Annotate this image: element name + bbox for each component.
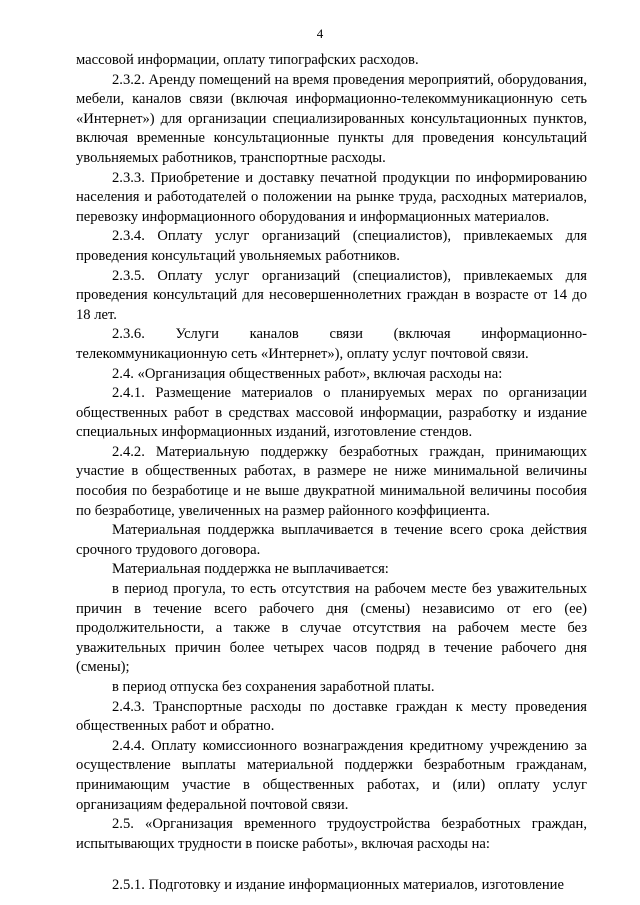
paragraph-support-paid: Материальная поддержка выплачивается в течение всего срока действия срочного трудового договора. (76, 522, 587, 558)
page-number: 4 (316, 26, 324, 41)
paragraph-2-5-1: 2.5.1. Подготовку и издание информационных материалов, изготовление (112, 877, 564, 894)
paragraph-absence: в период прогула, то есть отсутствия на рабочем месте без уважительных причин в течение всего рабочего дня (смены) независимо от его (ее) продолжительности, а также в случае отсутствия на рабочем месте без уважительных причин более четырех часов подряд в течение рабочего дня (смены); (76, 581, 587, 676)
paragraph-2-4-2: 2.4.2. Материальную поддержку безработных граждан, принимающих участие в общественных работах, в размере не ниже минимальной величины пособия по безработице и не выше двукратной минимальной величины пособия по безработице, увеличенных на размер районного коэффициента. (76, 443, 587, 519)
paragraph-2-5: 2.5. «Организация временного трудоустройства безработных граждан, испытывающих трудности в поиске работы», включая расходы на: (76, 816, 587, 852)
paragraph-2-4-4: 2.4.4. Оплату комиссионного вознаграждения кредитному учреждению за осуществление выплаты материальной поддержки безработным гражданам, принимающим участие в общественных работах, и (или) оплату услуг организациям федеральной почтовой связи. (76, 737, 587, 813)
paragraph-2-3-4: 2.3.4. Оплату услуг организаций (специалистов), привлекаемых для проведения консультаций увольняемых работников. (76, 228, 587, 264)
document-body (76, 51, 587, 896)
paragraph-2-4: 2.4. «Организация общественных работ», включая расходы на: (112, 365, 503, 382)
paragraph-2-3-6: 2.3.6. Услуги каналов связи (включая информационно-телекоммуникационную сеть «Интернет»), оплату услуг почтовой связи. (76, 326, 587, 362)
paragraph-2-3-3: 2.3.3. Приобретение и доставку печатной продукции по информированию населения и работодателей о положении на рынке труда, расходных материалов, перевозку информационного оборудования и информационных материалов. (76, 169, 587, 225)
paragraph-continuation: массовой информации, оплату типографских расходов. (76, 52, 419, 68)
paragraph-2-4-3: 2.4.3. Транспортные расходы по доставке граждан к месту проведения общественных работ и обратно. (76, 698, 587, 735)
paragraph-unpaid-leave: в период отпуска без сохранения заработной платы. (112, 679, 435, 695)
paragraph-2-3-2: 2.3.2. Аренду помещений на время проведения мероприятий, оборудования, мебели, каналов связи (включая информационно-телекоммуникационную сеть «Интернет») для организации специализированных консультационных пунктов, включая временные консультационные пункты для проведения консультаций увольняемых работников, транспортные расходы. (76, 71, 587, 166)
paragraph-2-4-1: 2.4.1. Размещение материалов о планируемых мерах по организации общественных работ в средствах массовой информации, разработку и издание специальных информационных изданий, изготовление стендов. (76, 385, 587, 441)
paragraph-support-not-paid: Материальная поддержка не выплачивается: (112, 561, 389, 578)
paragraph-2-3-5: 2.3.5. Оплату услуг организаций (специалистов), привлекаемых для проведения консультаций для несовершеннолетних граждан в возрасте от 14 до 18 лет. (76, 267, 587, 323)
